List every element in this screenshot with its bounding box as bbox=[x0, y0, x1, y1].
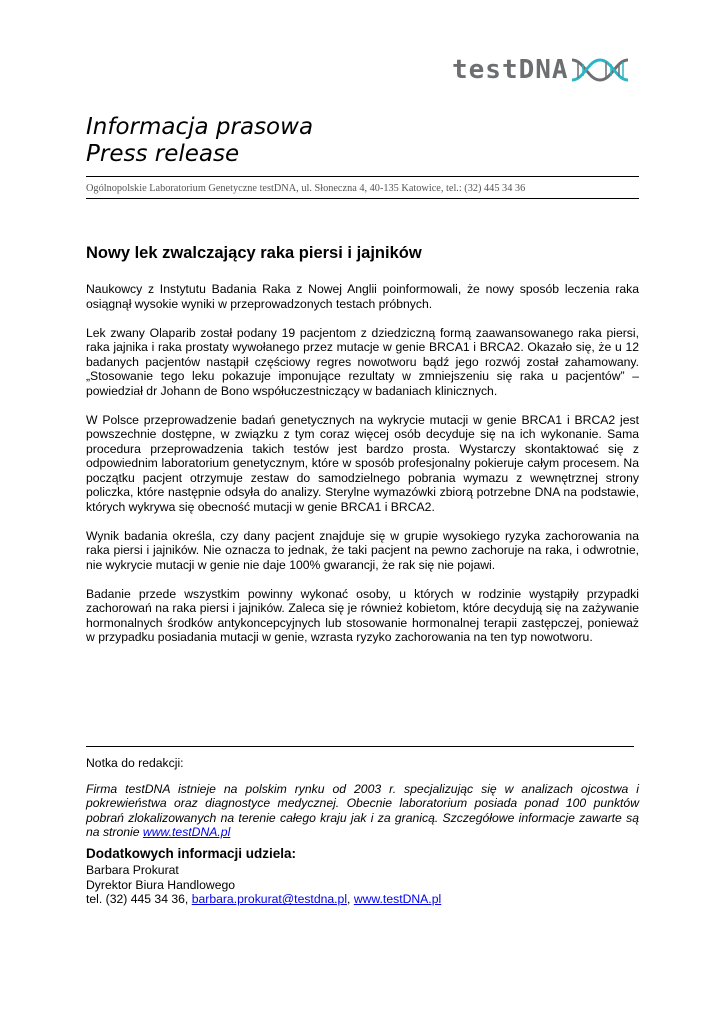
dna-helix-icon bbox=[570, 56, 630, 84]
note-label: Notka do redakcji: bbox=[86, 756, 184, 770]
paragraph-1: Naukowcy z Instytutu Badania Raka z Nowej Anglii poinformowali, że nowy sposób leczenia raka osiągnął wysokie wyniki w przeprowadzonych testach próbnych. bbox=[86, 282, 639, 311]
firm-website-link[interactable]: www.testDNA.pl bbox=[142, 825, 231, 839]
firm-description bbox=[86, 782, 639, 840]
title-english: Press release bbox=[86, 141, 240, 167]
contact-line bbox=[86, 892, 639, 907]
lab-address: Ogólnopolskie Laboratorium Genetyczne testDNA, ul. Słoneczna 4, 40-135 Katowice, tel.: (32) 445 34 36 bbox=[86, 183, 526, 194]
contact-separator: , bbox=[347, 892, 351, 907]
article-headline: Nowy lek zwalczający raka piersi i jajników bbox=[86, 244, 422, 262]
firm-text: Firma testDNA istnieje na polskim rynku od 2003 r. specjalizując się w analizach ojcostwa i pokrewieństwa oraz diagnostyce medycznej. Obecnie laboratorium posiada ponad 100 punktów pobrań zlokalizowanych na terenie całego kraju jak i za granicą. Szczegółowe informacje zawarte są na stronie bbox=[86, 781, 639, 839]
contact-role: Dyrektor Biura Handlowego bbox=[86, 877, 236, 892]
paragraph-5: Badanie przede wszystkim powinny wykonać osoby, u których w rodzinie wystąpiły przypadki zachorowań na raka piersi i jajników. Zaleca się je również kobietom, które decydują się na zażywanie hormonalnych środków antykoncepcyjnych lub stosowanie hormonalnej terapii zastępczej, ponieważ w przypadku posiadania mutacji w genie, wzrasta ryzyko zachorowania na ten typ nowotworu. bbox=[86, 586, 639, 644]
testdna-logo bbox=[452, 52, 632, 88]
article-body bbox=[86, 282, 639, 659]
editor-note bbox=[86, 756, 639, 840]
logo-text: testDNA bbox=[452, 55, 569, 85]
header-rule-top bbox=[86, 176, 639, 177]
footnote-rule bbox=[86, 746, 634, 747]
contact-heading: Dodatkowych informacji udziela: bbox=[86, 846, 297, 861]
paragraph-3: W Polsce przeprowadzenie badań genetycznych na wykrycie mutacji w genie BRCA1 i BRCA2 jest powszechnie dostępne, w związku z tym coraz więcej osób decyduje się na ich wykonanie. Sama procedura przeprowadzenia takich testów jest bardzo prosta. Wystarczy skontaktować się z odpowiednim laboratorium genetycznym, które w sposób profesjonalny pokieruje całym procesem. Na początku pacjent otrzymuje zestaw do samodzielnego pobrania wymazu z wewnętrznej strony policzka, które następnie odsyła do analizy. Sterylne wymazówki zbiorą potrzebne DNA na podstawie, których wykrywa się obecność mutacji w genie BRCA1 i BRCA2. bbox=[86, 412, 639, 514]
header-rule-bottom bbox=[86, 198, 639, 199]
contact-block bbox=[86, 846, 639, 907]
contact-name: Barbara Prokurat bbox=[86, 863, 179, 877]
contact-email-link[interactable]: barbara.prokurat@testdna.pl bbox=[191, 892, 348, 907]
contact-website-link[interactable]: www.testDNA.pl bbox=[353, 892, 442, 907]
paragraph-2: Lek zwany Olaparib został podany 19 pacjentom z dziedziczną formą zaawansowanego raka piersi, raka jajnika i raka prostaty wywołanego przez mutacje w genie BRCA1 i BRCA2. Okazało się, że u 12 badanych pacjentów nastąpił częściowy regres nowotworu bądź jego rozwój został zahamowany. „Stosowanie tego leku pokazuje imponujące rezultaty w zmniejszeniu się raka u pacjentów” – powiedział dr Johann de Bono współuczestniczący w badaniach klinicznych. bbox=[86, 325, 639, 398]
title-polish: Informacja prasowa bbox=[86, 114, 314, 140]
contact-tel: tel. (32) 445 34 36, bbox=[86, 892, 189, 907]
paragraph-4: Wynik badania określa, czy dany pacjent znajduje się w grupie wysokiego ryzyka zachorowania na raka piersi i jajników. Nie oznacza to jednak, że taki pacjent na pewno zachoruje na raka, i odwrotnie, nie wykrycie mutacji w genie nie daje 100% gwarancji, że rak się nie pojawi. bbox=[86, 528, 639, 572]
